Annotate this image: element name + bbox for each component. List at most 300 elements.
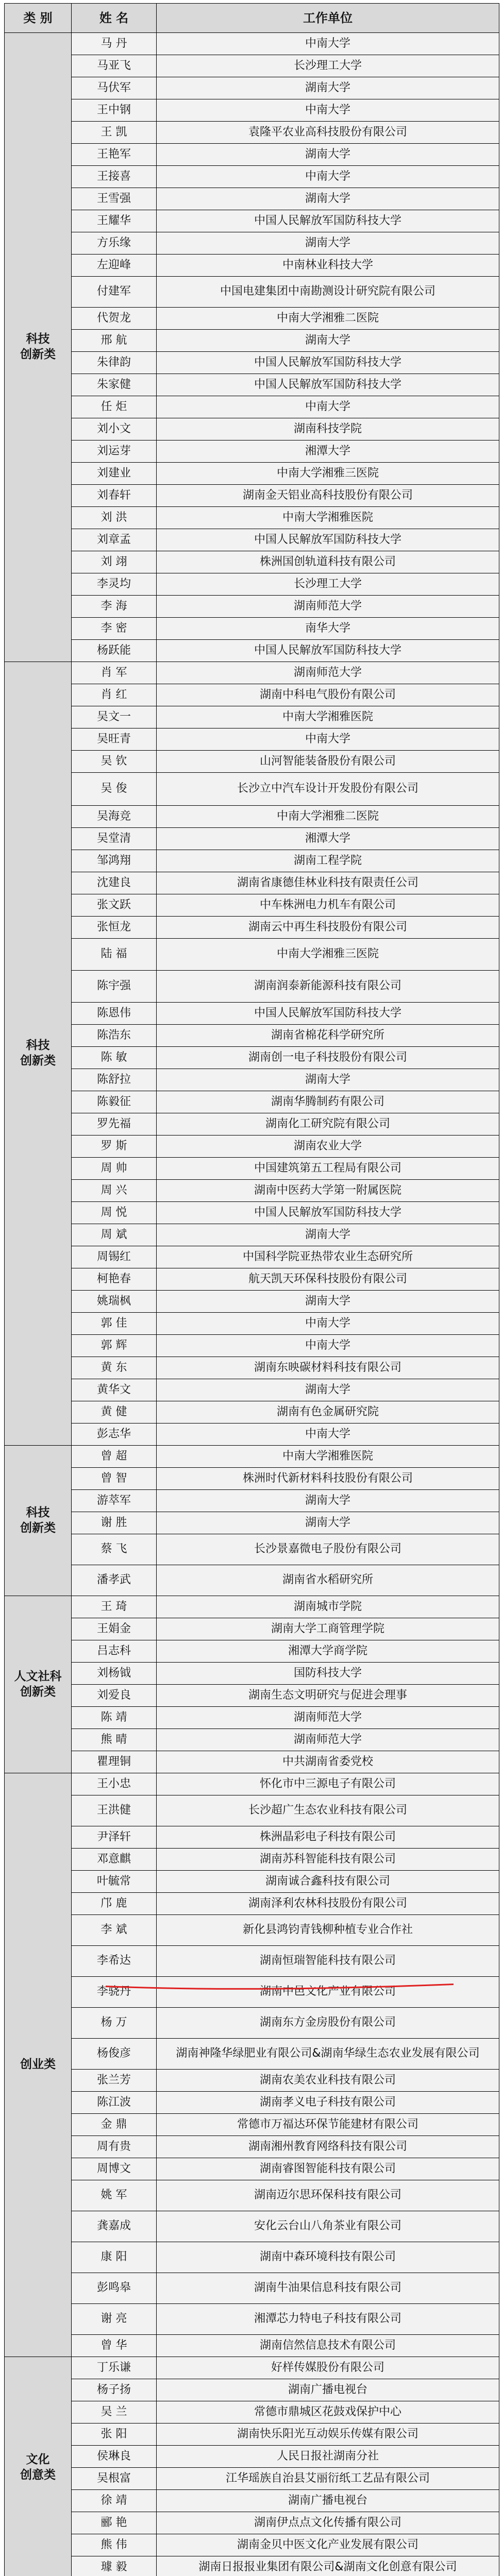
- unit-cell: 南华大学: [157, 618, 499, 640]
- name-cell: 郭 佳: [72, 1313, 157, 1335]
- unit-cell: 中车株洲电力机车有限公司: [157, 894, 499, 917]
- category-cell: 人文社科 创新类: [5, 1596, 72, 1773]
- unit-cell: 湖南大学: [157, 1379, 499, 1401]
- table-row: [5, 352, 499, 374]
- unit-cell: 湖南大学: [157, 1224, 499, 1246]
- table-row: [5, 1202, 499, 1224]
- name-cell: 李 斌: [72, 1915, 157, 1946]
- name-cell: 周博文: [72, 2158, 157, 2180]
- table-row: [5, 1291, 499, 1313]
- category-cell: 科技 创新类: [5, 662, 72, 1446]
- unit-cell: 湖南孝义电子科技有限公司: [157, 2092, 499, 2114]
- table-row: [5, 2273, 499, 2304]
- name-cell: 王 凯: [72, 122, 157, 144]
- unit-cell: 株洲国创轨道科技有限公司: [157, 551, 499, 573]
- unit-cell: 湖南华腾制药有限公司: [157, 1091, 499, 1113]
- name-cell: 郭 辉: [72, 1335, 157, 1357]
- table-row: [5, 1773, 499, 1795]
- unit-cell: 湖南创一电子科技股份有限公司: [157, 1047, 499, 1069]
- table-row: [5, 728, 499, 751]
- unit-cell: 中南大学: [157, 1313, 499, 1335]
- unit-cell: 中国科学院亚热带农业生态研究所: [157, 1246, 499, 1268]
- name-cell: 谢 胜: [72, 1512, 157, 1534]
- table-row: [5, 1224, 499, 1246]
- unit-cell: 航天凯天环保科技股份有限公司: [157, 1268, 499, 1291]
- table-row: [5, 1180, 499, 1202]
- unit-cell: 中南林业科技大学: [157, 255, 499, 277]
- name-cell: 陈恩伟: [72, 1003, 157, 1025]
- unit-cell: 中南大学湘雅医院: [157, 706, 499, 728]
- unit-cell: 湖南师范大学: [157, 662, 499, 684]
- unit-cell: 湖南化工研究院有限公司: [157, 1113, 499, 1136]
- name-cell: 彭志华: [72, 1423, 157, 1446]
- table-row: [5, 1826, 499, 1849]
- table-row: [5, 2357, 499, 2379]
- unit-cell: 湖南大学: [157, 232, 499, 255]
- unit-cell: 湖南科技学院: [157, 418, 499, 440]
- name-cell: 陈宇强: [72, 971, 157, 1003]
- table-row: [5, 1313, 499, 1335]
- unit-cell: 中南大学湘雅二医院: [157, 806, 499, 828]
- unit-cell: 中南大学: [157, 1335, 499, 1357]
- table-row: [5, 2070, 499, 2092]
- unit-cell: 湖南省水稻研究所: [157, 1565, 499, 1596]
- unit-cell: 袁隆平农业高科技股份有限公司: [157, 122, 499, 144]
- table-row: [5, 706, 499, 728]
- name-cell: 黄 东: [72, 1357, 157, 1379]
- unit-cell: 湘潭大学: [157, 828, 499, 850]
- table-row: [5, 1596, 499, 1618]
- table-row: [5, 2446, 499, 2468]
- name-cell: 刘运芽: [72, 440, 157, 463]
- table-row: [5, 1707, 499, 1729]
- name-cell: 杨跃能: [72, 640, 157, 662]
- table-row: [5, 1565, 499, 1596]
- unit-cell: 山河智能装备股份有限公司: [157, 751, 499, 773]
- table-row: [5, 939, 499, 971]
- table-row: [5, 1401, 499, 1423]
- unit-cell: 江华瑶族自治县艾丽衍纸工艺品有限公司: [157, 2468, 499, 2490]
- unit-cell: 湖南牛油果信息科技有限公司: [157, 2273, 499, 2304]
- unit-cell: 湖南大学: [157, 1490, 499, 1512]
- name-cell: 吴堂清: [72, 828, 157, 850]
- unit-cell: 湖南迈尔思环保科技有限公司: [157, 2180, 499, 2211]
- table-row: [5, 1512, 499, 1534]
- unit-cell: 中国人民解放军国防科技大学: [157, 640, 499, 662]
- name-cell: 邢 航: [72, 330, 157, 352]
- unit-cell: 湘潭大学商学院: [157, 1640, 499, 1663]
- unit-cell: 湖南中医药大学第一附属医院: [157, 1180, 499, 1202]
- table-row: [5, 551, 499, 573]
- table-row: [5, 2468, 499, 2490]
- unit-cell: 株洲时代新材料科技股份有限公司: [157, 1468, 499, 1490]
- table-row: [5, 277, 499, 308]
- table-row: [5, 828, 499, 850]
- table-row: [5, 1158, 499, 1180]
- name-cell: 肖 军: [72, 662, 157, 684]
- name-cell: 柯艳春: [72, 1268, 157, 1291]
- table-row: [5, 1640, 499, 1663]
- unit-cell: 中南大学: [157, 1423, 499, 1446]
- unit-cell: 湖南农美农业科技有限公司: [157, 2070, 499, 2092]
- table-row: [5, 463, 499, 485]
- table-row: [5, 418, 499, 440]
- name-cell: 陈 靖: [72, 1707, 157, 1729]
- unit-cell: 湖南有色金属研究院: [157, 1401, 499, 1423]
- table-row: [5, 2242, 499, 2273]
- name-cell: 周 悦: [72, 1202, 157, 1224]
- name-cell: 陈江波: [72, 2092, 157, 2114]
- unit-cell: 中南大学湘雅医院: [157, 1446, 499, 1468]
- table-row: [5, 1423, 499, 1446]
- name-cell: 周锡红: [72, 1246, 157, 1268]
- unit-cell: 湖南中科电气股份有限公司: [157, 684, 499, 706]
- table-row: [5, 166, 499, 188]
- name-cell: 吴 俊: [72, 773, 157, 806]
- name-cell: 肖 红: [72, 684, 157, 706]
- name-cell: 吴 钦: [72, 751, 157, 773]
- name-cell: 任 炬: [72, 396, 157, 418]
- unit-cell: 中国人民解放军国防科技大学: [157, 374, 499, 396]
- table-row: [5, 1379, 499, 1401]
- table-row: [5, 2092, 499, 2114]
- unit-cell: 湖南中邑文化产业有限公司: [157, 1977, 499, 2008]
- unit-cell: 湖南东映碳材料科技有限公司: [157, 1357, 499, 1379]
- table-row: [5, 971, 499, 1003]
- unit-cell: 湖南湘州教育网络科技有限公司: [157, 2136, 499, 2158]
- unit-cell: 长沙景嘉微电子股份有限公司: [157, 1534, 499, 1565]
- unit-cell: 中南大学: [157, 33, 499, 55]
- name-cell: 周 兴: [72, 1180, 157, 1202]
- table-row: [5, 2304, 499, 2335]
- table-row: [5, 77, 499, 99]
- name-cell: 刘建业: [72, 463, 157, 485]
- unit-cell: 中国建筑第五工程局有限公司: [157, 1158, 499, 1180]
- name-cell: 吴根富: [72, 2468, 157, 2490]
- unit-cell: 中南大学: [157, 166, 499, 188]
- table-row: [5, 2424, 499, 2446]
- unit-cell: 湖南泽利农林科技股份有限公司: [157, 1893, 499, 1915]
- table-row: [5, 1091, 499, 1113]
- name-cell: 尹泽轩: [72, 1826, 157, 1849]
- name-cell: 陆 福: [72, 939, 157, 971]
- table-row: [5, 308, 499, 330]
- unit-cell: 新化县鸿钧青钱柳种植专业合作社: [157, 1915, 499, 1946]
- unit-cell: 湖南师范大学: [157, 1707, 499, 1729]
- name-cell: 刘春轩: [72, 485, 157, 507]
- name-cell: 沈建良: [72, 872, 157, 894]
- unit-cell: 长沙理工大学: [157, 573, 499, 596]
- unit-cell: 湖南大学: [157, 1069, 499, 1091]
- table-row: [5, 1534, 499, 1565]
- table-row: [5, 1069, 499, 1091]
- name-cell: 朱家健: [72, 374, 157, 396]
- unit-cell: 中南大学: [157, 396, 499, 418]
- unit-cell: 湖南金天铝业高科技股份有限公司: [157, 485, 499, 507]
- name-cell: 王洪健: [72, 1795, 157, 1826]
- table-row: [5, 1003, 499, 1025]
- unit-cell: 中国人民解放军国防科技大学: [157, 352, 499, 374]
- name-cell: 吕志科: [72, 1640, 157, 1663]
- header-unit: 工作单位: [157, 4, 499, 33]
- name-cell: 邓意麒: [72, 1849, 157, 1871]
- table-row: [5, 1618, 499, 1640]
- unit-cell: 湖南睿图智能科技有限公司: [157, 2158, 499, 2180]
- name-cell: 代贺龙: [72, 308, 157, 330]
- category-cell: 科技 创新类: [5, 1446, 72, 1596]
- name-cell: 黄华文: [72, 1379, 157, 1401]
- header-name: 姓 名: [72, 4, 157, 33]
- unit-cell: 常德市鼎城区花鼓戏保护中心: [157, 2401, 499, 2424]
- table-row: [5, 396, 499, 418]
- table-row: [5, 1729, 499, 1751]
- name-cell: 曾 智: [72, 1468, 157, 1490]
- header-row: [5, 4, 499, 33]
- name-cell: 王耀华: [72, 210, 157, 232]
- table-row: [5, 684, 499, 706]
- table-row: [5, 806, 499, 828]
- table-row: [5, 485, 499, 507]
- unit-cell: 湖南广播电视台: [157, 2490, 499, 2512]
- table-row: [5, 1113, 499, 1136]
- unit-cell: 湖南东方金房股份有限公司: [157, 2008, 499, 2039]
- name-cell: 朱律韵: [72, 352, 157, 374]
- name-cell: 罗 斯: [72, 1136, 157, 1158]
- name-cell: 蔡 飞: [72, 1534, 157, 1565]
- unit-cell: 湖南工程学院: [157, 850, 499, 872]
- name-cell: 刘 洪: [72, 507, 157, 529]
- awardee-table: [4, 3, 499, 2576]
- unit-cell: 中南大学湘雅二医院: [157, 308, 499, 330]
- table-row: [5, 330, 499, 352]
- unit-cell: 湖南师范大学: [157, 596, 499, 618]
- unit-cell: 湖南广播电视台: [157, 2379, 499, 2401]
- name-cell: 王雪强: [72, 188, 157, 210]
- table-row: [5, 2534, 499, 2556]
- name-cell: 邝 鹿: [72, 1893, 157, 1915]
- name-cell: 吴海竞: [72, 806, 157, 828]
- name-cell: 黄 健: [72, 1401, 157, 1423]
- unit-cell: 中国人民解放军国防科技大学: [157, 210, 499, 232]
- unit-cell: 中国人民解放军国防科技大学: [157, 1003, 499, 1025]
- name-cell: 李灵均: [72, 573, 157, 596]
- table-row: [5, 751, 499, 773]
- unit-cell: 中南大学湘雅三医院: [157, 463, 499, 485]
- name-cell: 熊 伟: [72, 2534, 157, 2556]
- unit-cell: 中国人民解放军国防科技大学: [157, 529, 499, 551]
- table-row: [5, 232, 499, 255]
- unit-cell: 湖南大学: [157, 330, 499, 352]
- table-row: [5, 210, 499, 232]
- name-cell: 叶毓常: [72, 1871, 157, 1893]
- unit-cell: 国防科技大学: [157, 1663, 499, 1685]
- table-row: [5, 2512, 499, 2534]
- table-row: [5, 1871, 499, 1893]
- unit-cell: 中国电建集团中南勘测设计研究院有限公司: [157, 277, 499, 308]
- unit-cell: 安化云台山八角茶业有限公司: [157, 2211, 499, 2242]
- name-cell: 周 斌: [72, 1224, 157, 1246]
- unit-cell: 湖南省康德佳林业科技有限责任公司: [157, 872, 499, 894]
- unit-cell: 中南大学: [157, 728, 499, 751]
- name-cell: 吴旺青: [72, 728, 157, 751]
- table-row: [5, 55, 499, 77]
- table-row: [5, 1946, 499, 1977]
- unit-cell: 湖南快乐阳光互动娱乐传媒有限公司: [157, 2424, 499, 2446]
- name-cell: 刘爱良: [72, 1685, 157, 1707]
- name-cell: 吴 兰: [72, 2401, 157, 2424]
- table-row: [5, 1246, 499, 1268]
- name-cell: 周有贵: [72, 2136, 157, 2158]
- table-row: [5, 529, 499, 551]
- unit-cell: 中南大学湘雅医院: [157, 507, 499, 529]
- table-row: [5, 255, 499, 277]
- name-cell: 丁乐谦: [72, 2357, 157, 2379]
- unit-cell: 株洲晶彩电子科技有限公司: [157, 1826, 499, 1849]
- name-cell: 李希达: [72, 1946, 157, 1977]
- name-cell: 张 阳: [72, 2424, 157, 2446]
- category-cell: 科技 创新类: [5, 33, 72, 662]
- name-cell: 姚 军: [72, 2180, 157, 2211]
- unit-cell: 湖南大学: [157, 77, 499, 99]
- name-cell: 王小忠: [72, 1773, 157, 1795]
- name-cell: 罗先福: [72, 1113, 157, 1136]
- name-cell: 游萃军: [72, 1490, 157, 1512]
- table-row: [5, 144, 499, 166]
- name-cell: 彭鸣皋: [72, 2273, 157, 2304]
- unit-cell: 好样传媒股份有限公司: [157, 2357, 499, 2379]
- unit-cell: 湖南诚合鑫科技有限公司: [157, 1871, 499, 1893]
- name-cell: 刘章孟: [72, 529, 157, 551]
- unit-cell: 人民日报社湖南分社: [157, 2446, 499, 2468]
- table-row: [5, 917, 499, 939]
- table-row: [5, 188, 499, 210]
- table-row: [5, 1446, 499, 1468]
- name-cell: 杨俊彦: [72, 2039, 157, 2070]
- name-cell: 王 琦: [72, 1596, 157, 1618]
- table-row: [5, 2114, 499, 2136]
- table-row: [5, 2379, 499, 2401]
- name-cell: 刘杨钺: [72, 1663, 157, 1685]
- unit-cell: 中南大学湘雅三医院: [157, 939, 499, 971]
- unit-cell: 湖南云中再生科技股份有限公司: [157, 917, 499, 939]
- unit-cell: 湖南大学: [157, 1512, 499, 1534]
- name-cell: 马亚飞: [72, 55, 157, 77]
- table-header: [5, 4, 499, 33]
- name-cell: 李 密: [72, 618, 157, 640]
- unit-cell: 湖南中森环境科技有限公司: [157, 2242, 499, 2273]
- table-row: [5, 1468, 499, 1490]
- unit-cell: 湖南神隆华绿肥业有限公司&湖南华绿生态农业发展有限公司: [157, 2039, 499, 2070]
- name-cell: 熊 晴: [72, 1729, 157, 1751]
- unit-cell: 怀化市中三源电子有限公司: [157, 1773, 499, 1795]
- table-row: [5, 2008, 499, 2039]
- name-cell: 刘小文: [72, 418, 157, 440]
- table-row: [5, 2211, 499, 2242]
- name-cell: 周 帅: [72, 1158, 157, 1180]
- table-row: [5, 1335, 499, 1357]
- table-row: [5, 440, 499, 463]
- unit-cell: 长沙立中汽车设计开发股份有限公司: [157, 773, 499, 806]
- table-row: [5, 2401, 499, 2424]
- table-row: [5, 1268, 499, 1291]
- table-row: [5, 2490, 499, 2512]
- name-cell: 郦 艳: [72, 2512, 157, 2534]
- unit-cell: 湖南省棉花科学研究所: [157, 1025, 499, 1047]
- name-cell: 潘孝武: [72, 1565, 157, 1596]
- unit-cell: 湖南伊点点文化传播有限公司: [157, 2512, 499, 2534]
- table-row: [5, 1795, 499, 1826]
- name-cell: 杨 万: [72, 2008, 157, 2039]
- unit-cell: 长沙理工大学: [157, 55, 499, 77]
- table-row: [5, 894, 499, 917]
- table-row: [5, 374, 499, 396]
- name-cell: 康 阳: [72, 2242, 157, 2273]
- unit-cell: 中国人民解放军国防科技大学: [157, 1202, 499, 1224]
- name-cell: 陈毅征: [72, 1091, 157, 1113]
- table-row: [5, 2158, 499, 2180]
- unit-cell: 湖南师范大学: [157, 1729, 499, 1751]
- name-cell: 刘 翊: [72, 551, 157, 573]
- table-row: [5, 2556, 499, 2576]
- name-cell: 马伏军: [72, 77, 157, 99]
- name-cell: 陈浩东: [72, 1025, 157, 1047]
- unit-cell: 湖南农业大学: [157, 1136, 499, 1158]
- table-row: [5, 507, 499, 529]
- name-cell: 左迎峰: [72, 255, 157, 277]
- name-cell: 谢 亮: [72, 2304, 157, 2335]
- table-row: [5, 618, 499, 640]
- name-cell: 李骁丹: [72, 1977, 157, 2008]
- name-cell: 邹鸿翔: [72, 850, 157, 872]
- table-row: [5, 2180, 499, 2211]
- table-row: [5, 1751, 499, 1773]
- table-row: [5, 1977, 499, 2008]
- table-row: [5, 1893, 499, 1915]
- unit-cell: 湖南信然信息技术有限公司: [157, 2335, 499, 2357]
- name-cell: 王艳军: [72, 144, 157, 166]
- table-row: [5, 662, 499, 684]
- name-cell: 龚嘉成: [72, 2211, 157, 2242]
- table-row: [5, 99, 499, 122]
- name-cell: 陈舒拉: [72, 1069, 157, 1091]
- name-cell: 李 海: [72, 596, 157, 618]
- name-cell: 璩 毅: [72, 2556, 157, 2576]
- header-category: 类 别: [5, 4, 72, 33]
- unit-cell: 湖南生态文明研究与促进会理事: [157, 1685, 499, 1707]
- name-cell: 张恒龙: [72, 917, 157, 939]
- unit-cell: 湘潭芯力特电子科技有限公司: [157, 2304, 499, 2335]
- unit-cell: 中南大学: [157, 99, 499, 122]
- table-row: [5, 872, 499, 894]
- unit-cell: 长沙超广生态农业科技有限公司: [157, 1795, 499, 1826]
- name-cell: 杨子扬: [72, 2379, 157, 2401]
- unit-cell: 湖南恒瑞智能科技有限公司: [157, 1946, 499, 1977]
- table-row: [5, 596, 499, 618]
- name-cell: 曾 超: [72, 1446, 157, 1468]
- table-row: [5, 2335, 499, 2357]
- name-cell: 王娟金: [72, 1618, 157, 1640]
- table-row: [5, 850, 499, 872]
- unit-cell: 湘潭大学: [157, 440, 499, 463]
- name-cell: 马 丹: [72, 33, 157, 55]
- name-cell: 付建军: [72, 277, 157, 308]
- table-row: [5, 640, 499, 662]
- table-row: [5, 1685, 499, 1707]
- table-row: [5, 1025, 499, 1047]
- table-row: [5, 1490, 499, 1512]
- name-cell: 张兰芳: [72, 2070, 157, 2092]
- name-cell: 张文跃: [72, 894, 157, 917]
